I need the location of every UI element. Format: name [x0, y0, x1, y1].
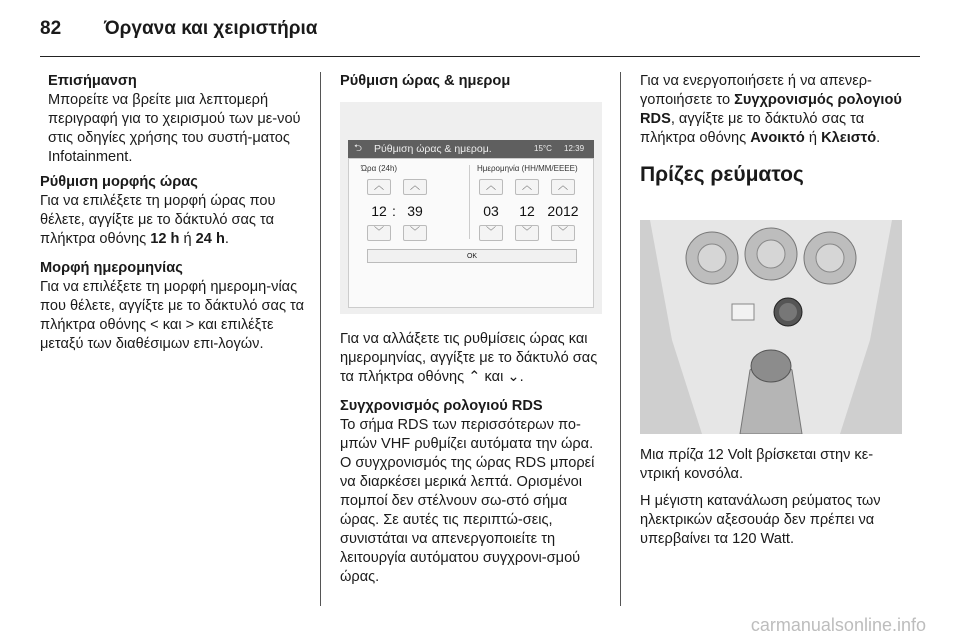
month-down-button[interactable]: ﹀ [515, 225, 539, 241]
or-text-2: ή [808, 130, 818, 146]
day-down-button[interactable]: ﹀ [479, 225, 503, 241]
time-format-heading: Ρύθμιση μορφής ώρας [40, 174, 198, 190]
option-12h: 12 h [150, 231, 180, 247]
screen-title-bar [348, 140, 594, 158]
day-up-button[interactable]: ︿ [479, 179, 503, 195]
watermark: carmanualsonline.info [750, 615, 926, 635]
time-format-text: Για να επιλέξετε τη μορφή ώρας που θέλετε, αγγίξτε με το δάκτυλό σας τα πλήκτρα οθόνης [40, 193, 276, 247]
date-label: Ημερομηνία (HH/MM/EEEE) [477, 164, 578, 173]
month-value: 12 [519, 203, 535, 219]
hour-up-button[interactable]: ︿ [367, 179, 391, 195]
power-text: Η μέγιστη κατανάλωση ρεύματος των ηλεκτρικών αξεσουάρ δεν πρέπει να υπερβαίνει τα 120 Watt. [640, 493, 881, 547]
note-text: Μπορείτε να βρείτε μια λεπτομερή περιγραφή για το χειρισμού των με-νού στις οδηγίες χρήσης του συστή-ματος Infotainment. [48, 92, 301, 165]
hour-value: 12 [371, 203, 387, 219]
panel-separator [469, 165, 470, 239]
rds-intro-2: , αγγίξτε με το δάκτυλό σας τα πλήκτρα οθόνης [640, 111, 865, 146]
screen-caption: Για να αλλάξετε τις ρυθμίσεις ώρας και ημερομηνίας, αγγίξτε με το δάκτυλό σας τα πλήκτρα οθόνης ⌃ και ⌄. [340, 331, 598, 385]
settings-panel [348, 158, 594, 308]
option-24h: 24 h [195, 231, 225, 247]
off-option: Κλειστό [821, 130, 877, 146]
ok-button[interactable]: OK [367, 249, 577, 263]
screen-title: Ρύθμιση ώρας & ημερομ. [374, 143, 492, 155]
socket-text: Μια πρίζα 12 Volt βρίσκεται στην κε-ντρική κονσόλα. [640, 447, 874, 482]
date-format-text: Για να επιλέξετε τη μορφή ημερομη-νίας που θέλετε, αγγίξτε με το δάκτυλό σας τα πλήκτρα οθόνης < και > και επιλέξτε μεταξύ των διαθέσιμων επι-λογών. [40, 279, 305, 352]
screen-temp: 15°C [534, 144, 552, 153]
header-rule [40, 56, 920, 57]
page-title: Όργανα και χειριστήρια [104, 18, 318, 39]
minute-down-button[interactable]: ﹀ [403, 225, 427, 241]
page-number: 82 [40, 18, 62, 39]
console-photo [640, 220, 902, 434]
year-up-button[interactable]: ︿ [551, 179, 575, 195]
date-format-heading: Μορφή ημερομηνίας [40, 260, 183, 276]
column-divider-2 [620, 72, 621, 606]
rds-heading: Συγχρονισμός ρολογιού RDS [340, 398, 543, 414]
time-label: Ώρα (24h) [361, 164, 398, 173]
page-header [40, 18, 317, 40]
column-divider-1 [320, 72, 321, 606]
year-value: 2012 [547, 203, 579, 219]
on-option: Ανοικτό [750, 130, 805, 146]
screen-clock: 12:39 [564, 144, 585, 153]
day-value: 03 [483, 203, 499, 219]
time-colon: : [392, 203, 396, 219]
column-2-lower [340, 330, 606, 595]
month-up-button[interactable]: ︿ [515, 179, 539, 195]
column-3-lower [640, 446, 910, 557]
back-icon[interactable]: ⮌ [354, 143, 363, 154]
or-text: ή [183, 231, 192, 247]
infotainment-screen [340, 102, 602, 314]
year-down-button[interactable]: ﹀ [551, 225, 575, 241]
rds-setting-name: Συγχρονισμός ρολογιού RDS [640, 92, 902, 127]
minute-up-button[interactable]: ︿ [403, 179, 427, 195]
section-heading-power-outlets: Πρίζες ρεύματος [640, 163, 804, 186]
note-title: Επισήμανση [48, 73, 137, 89]
screen-heading: Ρύθμιση ώρας & ημερομ [340, 73, 511, 89]
minute-value: 39 [407, 203, 423, 219]
console-illustration [640, 220, 902, 434]
note-box [40, 72, 308, 167]
rds-intro: Για να ενεργοποιήσετε ή να απενερ-γοποιήσετε το [640, 73, 872, 108]
column-3: Για να ενεργοποιήσετε ή να απενερ-γοποιήσετε το Συγχρονισμός ρολογιού RDS, αγγίξτε με το δάκτυλό σας τα πλήκτρα οθόνης Ανοικτό ή Κλειστό. Πρίζες ρεύματος [640, 72, 910, 206]
column-2 [340, 72, 602, 99]
rds-text: Το σήμα RDS των περισσότερων πο-μπών VHF ρυθμίζει αυτόματα την ώρα. Ο συγχρονισμός της ώρας RDS μπορεί να διαρκέσει μερικά λεπτά. Ορισμένοι πομποί δεν στέλνουν σω-στό σήμα ώρας. Σε αυτές τις περιπτώ-σεις, συνιστάται να απενεργοποιείτε τη λειτουργία αυτόματου συγχρονι-σμού ώρας. [340, 417, 595, 585]
column-1: Επισήμανση Μπορείτε να βρείτε μια λεπτομερή περιγραφή για το χειρισμού των με-νού στις οδηγίες χρήσης του συστή-ματος Infotainment. Ρύθμιση μορφής ώρας Για να επιλέξετε τη μορφή ώρας που θέλετε, αγγίξτε με το δάκτυλό σας τα πλήκτρα οθόνης 12 h ή 24 h. Μορφή ημερομηνίας Για να επιλέξετε τη μορφή ημερομη-νίας που θέλετε, αγγίξτε με το δάκτυλό σας τα πλήκτρα οθόνης < και > και επιλέξτε μεταξύ των διαθέσιμων επι-λογών. [40, 72, 308, 362]
hour-down-button[interactable]: ﹀ [367, 225, 391, 241]
